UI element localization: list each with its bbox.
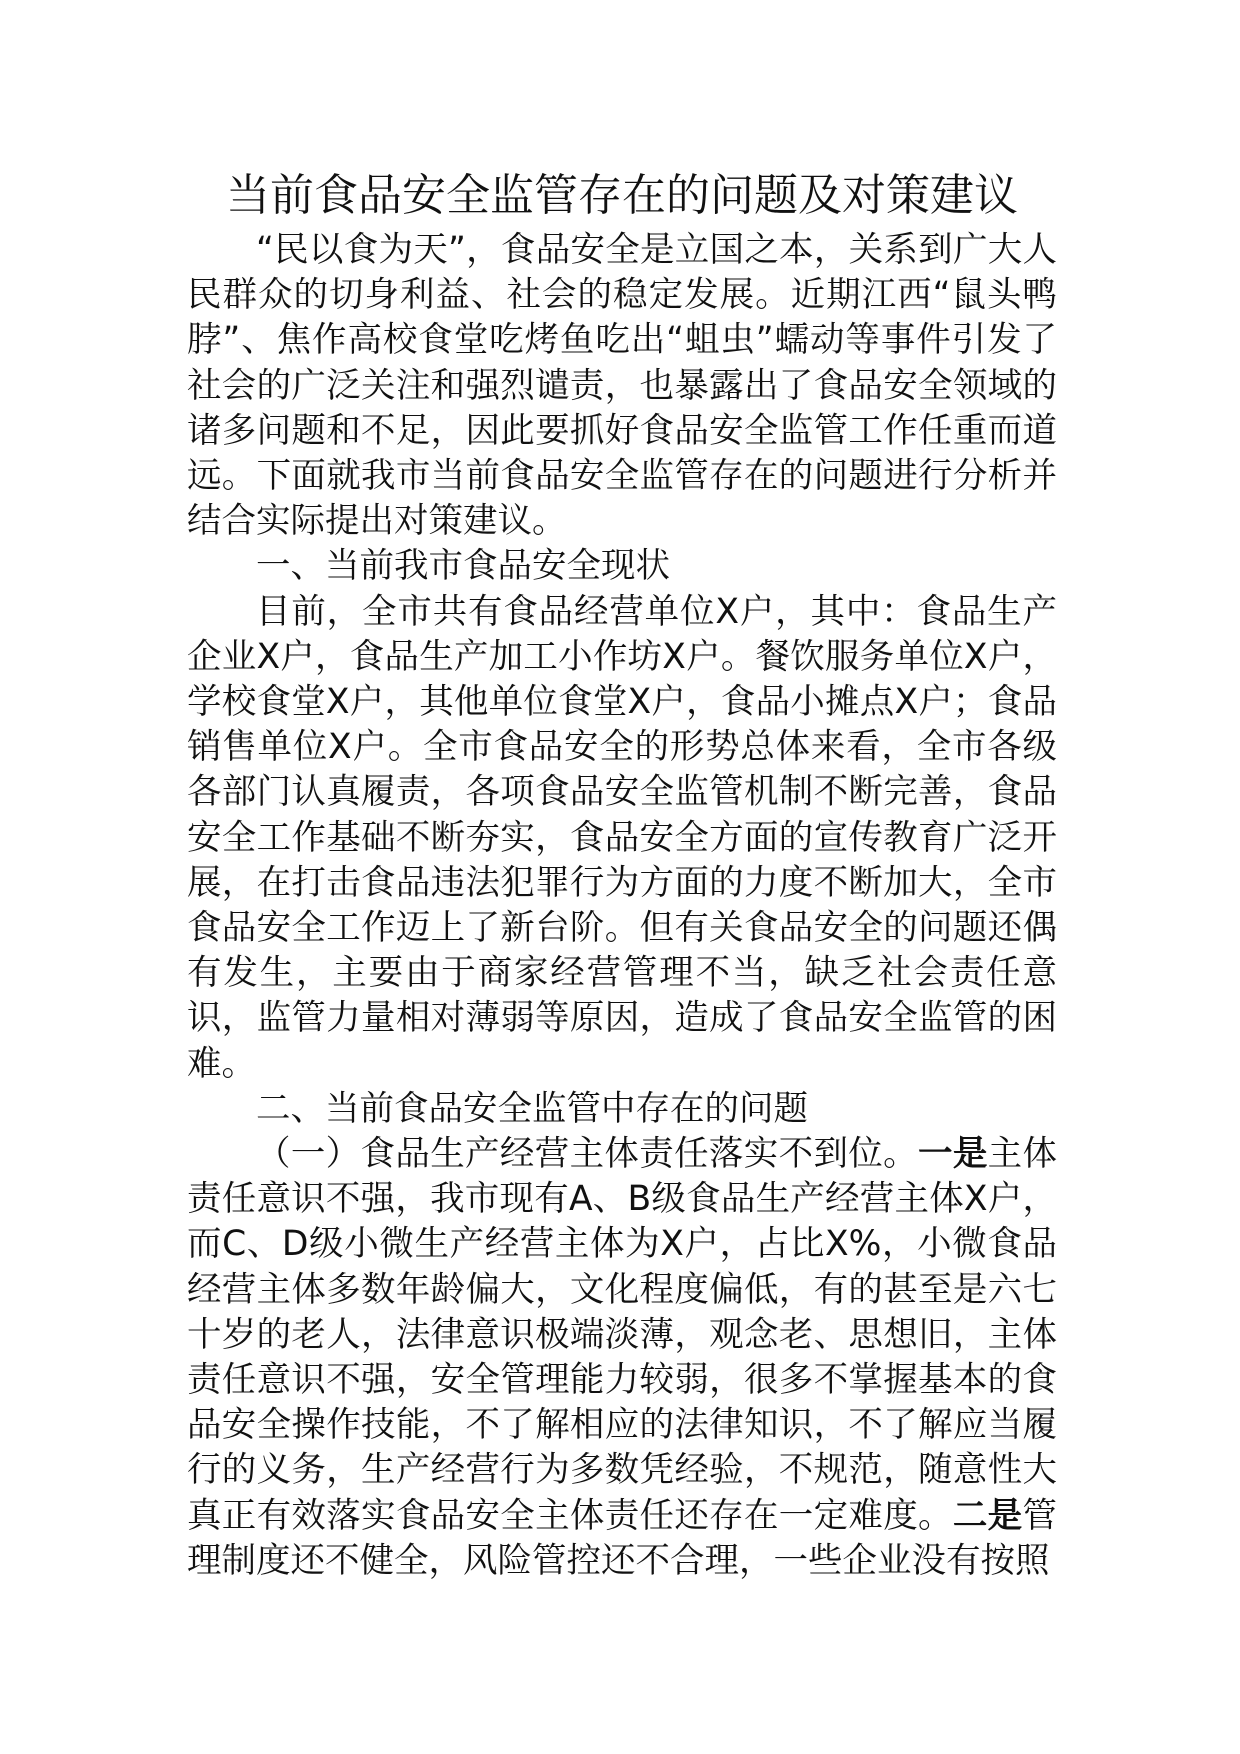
point-two-text: 管理制度还不健全，风险管控还不合理，一些企业没有按照 bbox=[187, 1495, 1057, 1581]
point-one-text: 主体责任意识不强，我市现有A、B级食品生产经营主体X户，而C、D级小微生产经营主体为X户，占比X%，小微食品经营主体多数年龄偏大，文化程度偏低，有的甚至是六七十岁的老人，法律意识极端淡薄，观念老、思想旧，主体责任意识不强，安全管理能力较弱，很多不掌握基本的食品安全操作技能，不了解相应的法律知识，不了解应当履行的义务，生产经营行为多数凭经验，不规范，随意性大真正有效落实食品安全主体责任还存在一定难度。 bbox=[187, 1134, 1058, 1536]
section-heading-2: 二、当前食品安全监管中存在的问题 bbox=[256, 1088, 808, 1129]
intro-paragraph: “民以食为天”，食品安全是立国之本，关系到广大人民群众的切身利益、社会的稳定发展。近期江西“鼠头鸭脖”、焦作高校食堂吃烤鱼吃出“蛆虫”蠕动等事件引发了社会的广泛关注和强烈谴责，也暴露出了食品安全领域的诸多问题和不足，因此要抓好食品安全监管工作任重而道远。下面就我市当前食品安全监管存在的问题进行分析并结合实际提出对策建议。 bbox=[187, 230, 1057, 542]
point-one-label: 一是 bbox=[917, 1134, 988, 1175]
document-page bbox=[187, 168, 1057, 1584]
document-title: 当前食品安全监管存在的问题及对策建议 bbox=[226, 170, 1018, 221]
section-heading-1: 一、当前我市食品安全现状 bbox=[256, 546, 670, 587]
problem-1-heading: （一）食品生产经营主体责任落实不到位。 bbox=[256, 1134, 918, 1175]
point-two-label: 二是 bbox=[952, 1495, 1023, 1536]
problem-1-paragraph bbox=[187, 1132, 1057, 1584]
status-paragraph: 目前，全市共有食品经营单位X户，其中：食品生产企业X户，食品生产加工小作坊X户。餐饮服务单位X户，学校食堂X户，其他单位食堂X户，食品小摊点X户；食品销售单位X户。全市食品安全的形势总体来看，全市各级各部门认真履责，各项食品安全监管机制不断完善，食品安全工作基础不断夯实，食品安全方面的宣传教育广泛开展，在打击食品违法犯罪行为方面的力度不断加大，全市食品安全工作迈上了新台阶。但有关食品安全的问题还偶有发生，主要由于商家经营管理不当，缺乏社会责任意识，监管力量相对薄弱等原因，造成了食品安全监管的困难。 bbox=[187, 591, 1057, 1084]
